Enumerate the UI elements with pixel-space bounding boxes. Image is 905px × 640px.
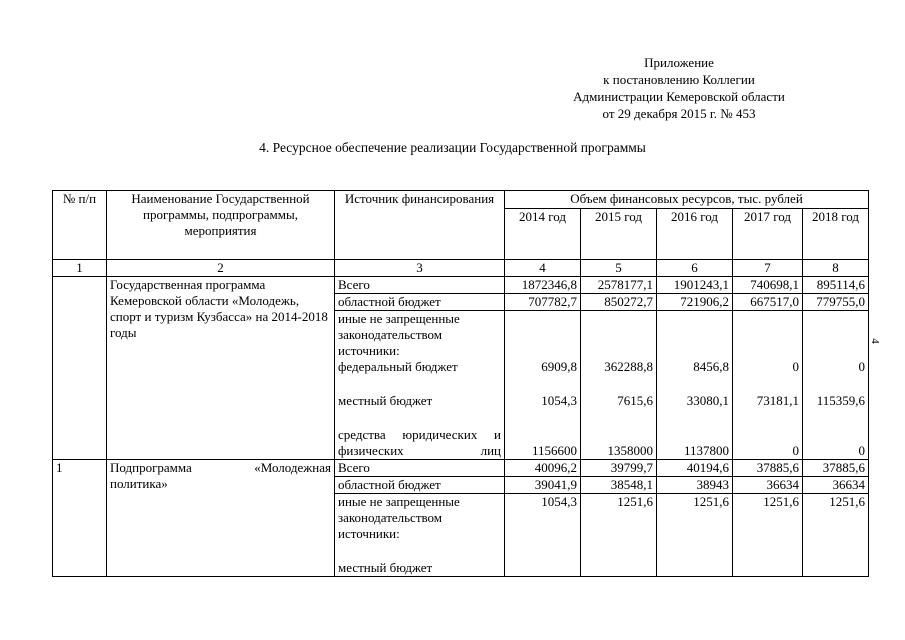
source-label: средства юридических и физических лиц bbox=[338, 427, 501, 458]
value-cell: 779755,0 bbox=[803, 294, 869, 311]
value-cell: 6909,8 bbox=[541, 359, 577, 374]
value-cell: 707782,7 bbox=[505, 294, 581, 311]
year-header: 2018 год bbox=[803, 209, 869, 260]
year-header: 2016 год bbox=[657, 209, 733, 260]
appendix-line: к постановлению Коллегии bbox=[603, 72, 755, 87]
value-cell: 37885,6 bbox=[733, 460, 803, 477]
source-label: областной бюджет bbox=[335, 477, 505, 494]
value-cell: 740698,1 bbox=[733, 277, 803, 294]
value-cell: 36634 bbox=[733, 477, 803, 494]
source-label: иные не запрещенные законодательством источники: bbox=[338, 311, 460, 358]
section-heading: 4. Ресурсное обеспечение реализации Государственной программы bbox=[259, 140, 646, 155]
source-label: областной бюджет bbox=[335, 294, 505, 311]
header-name: Наименование Государственной программы, подпрограммы, мероприятия bbox=[107, 191, 335, 260]
year-header: 2014 год bbox=[505, 209, 581, 260]
value-cell: 1156600 bbox=[531, 443, 577, 458]
col-number: 5 bbox=[581, 260, 657, 277]
value-cell: 721906,2 bbox=[657, 294, 733, 311]
value-cell: 39799,7 bbox=[581, 460, 657, 477]
source-label: федеральный бюджет bbox=[338, 359, 458, 374]
value-cell: 850272,7 bbox=[581, 294, 657, 311]
page-number: 4 bbox=[868, 338, 881, 344]
value-cell: 115359,6 bbox=[816, 393, 865, 408]
value-cell: 1872346,8 bbox=[505, 277, 581, 294]
value-cell: 667517,0 bbox=[733, 294, 803, 311]
value-column bbox=[657, 311, 733, 460]
year-header: 2015 год bbox=[581, 209, 657, 260]
header-volume: Объем финансовых ресурсов, тыс. рублей bbox=[505, 191, 869, 209]
header-row bbox=[53, 191, 869, 209]
value-cell: 0 bbox=[792, 443, 799, 458]
header-num: № п/п bbox=[53, 191, 107, 260]
value-cell: 38548,1 bbox=[581, 477, 657, 494]
value-cell: 0 bbox=[858, 443, 865, 458]
col-number: 8 bbox=[803, 260, 869, 277]
col-number: 1 bbox=[53, 260, 107, 277]
value-column bbox=[505, 311, 581, 460]
value-cell: 895114,6 bbox=[803, 277, 869, 294]
source-breakdown bbox=[335, 494, 505, 577]
year-header: 2017 год bbox=[733, 209, 803, 260]
value-cell: 36634 bbox=[803, 477, 869, 494]
source-label: иные не запрещенные законодательством источники: bbox=[338, 494, 460, 541]
value-column bbox=[581, 311, 657, 460]
appendix-line: Администрации Кемеровской области bbox=[573, 89, 785, 104]
value-cell: 1251,6 bbox=[581, 494, 657, 577]
col-number: 2 bbox=[107, 260, 335, 277]
value-cell: 2578177,1 bbox=[581, 277, 657, 294]
value-cell: 1054,3 bbox=[541, 393, 577, 408]
subprogram-num: 1 bbox=[53, 460, 107, 577]
source-label: Всего bbox=[335, 277, 505, 294]
value-cell: 73181,1 bbox=[756, 393, 799, 408]
value-cell: 1054,3 bbox=[505, 494, 581, 577]
value-column bbox=[803, 311, 869, 460]
col-number: 4 bbox=[505, 260, 581, 277]
value-cell: 7615,6 bbox=[617, 393, 653, 408]
value-cell: 39041,9 bbox=[505, 477, 581, 494]
appendix-block bbox=[540, 54, 818, 122]
value-cell: 8456,8 bbox=[693, 359, 729, 374]
value-cell: 1358000 bbox=[607, 443, 653, 458]
value-cell: 0 bbox=[858, 359, 865, 374]
value-cell: 362288,8 bbox=[604, 359, 653, 374]
header-source: Источник финансирования bbox=[335, 191, 505, 260]
resource-table bbox=[52, 190, 869, 577]
subprogram-name: Подпрограмма «Молодежная политика» bbox=[107, 460, 335, 577]
value-cell: 1901243,1 bbox=[657, 277, 733, 294]
source-label: местный бюджет bbox=[338, 393, 433, 408]
source-breakdown bbox=[335, 311, 505, 460]
appendix-date: от 29 декабря 2015 г. № 453 bbox=[602, 106, 756, 121]
col-number: 3 bbox=[335, 260, 505, 277]
value-cell: 0 bbox=[792, 359, 799, 374]
table-row bbox=[53, 460, 869, 477]
value-cell: 37885,6 bbox=[803, 460, 869, 477]
column-number-row bbox=[53, 260, 869, 277]
value-cell: 1251,6 bbox=[803, 494, 869, 577]
value-cell: 1251,6 bbox=[657, 494, 733, 577]
value-cell: 40096,2 bbox=[505, 460, 581, 477]
value-cell: 38943 bbox=[657, 477, 733, 494]
program-name: Государственная программа Кемеровской области «Молодежь, спорт и туризм Кузбасса» на 2014-2018 годы bbox=[107, 277, 335, 460]
value-cell: 33080,1 bbox=[686, 393, 729, 408]
value-cell: 1251,6 bbox=[733, 494, 803, 577]
source-label: Всего bbox=[335, 460, 505, 477]
source-label: местный бюджет bbox=[338, 560, 433, 575]
value-cell: 1137800 bbox=[683, 443, 729, 458]
program-num bbox=[53, 277, 107, 460]
col-number: 6 bbox=[657, 260, 733, 277]
appendix-title: Приложение bbox=[644, 55, 714, 70]
value-cell: 40194,6 bbox=[657, 460, 733, 477]
table-row bbox=[53, 277, 869, 294]
value-column bbox=[733, 311, 803, 460]
col-number: 7 bbox=[733, 260, 803, 277]
